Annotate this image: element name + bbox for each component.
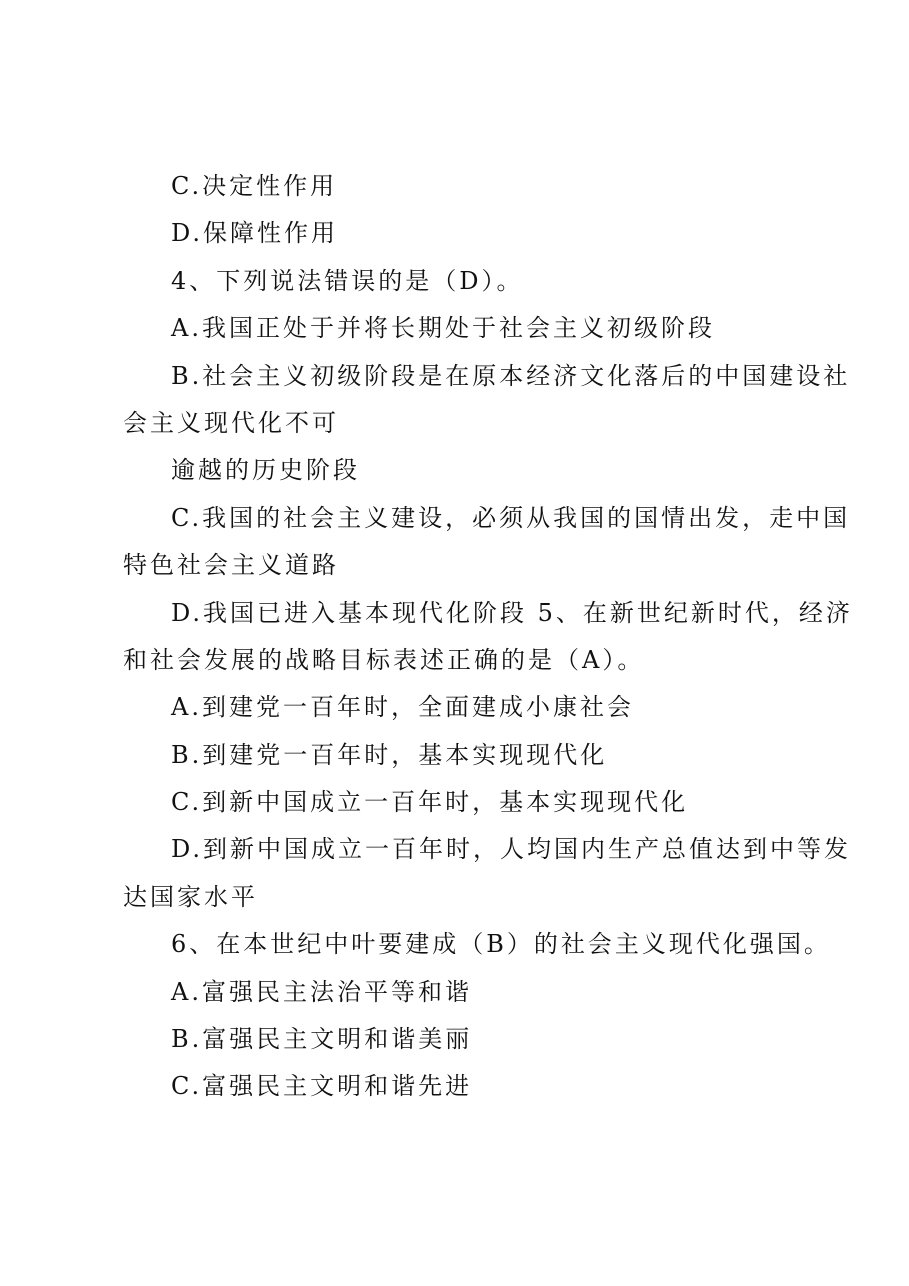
option-d-q5: D.到新中国成立一百年时，人均国内生产总值达到中等发 [171, 835, 852, 864]
option-d-q3: D.保障性作用 [171, 219, 339, 248]
option-c-q6: C.富强民主文明和谐先进 [171, 1072, 473, 1101]
option-d-q5-continued: 达国家水平 [123, 882, 258, 911]
question-5-continued: 和社会发展的战略目标表述正确的是（A）。 [123, 645, 645, 674]
option-c-q5: C.到新中国成立一百年时，基本实现现代化 [171, 788, 689, 817]
option-a-q6: A.富强民主法治平等和谐 [171, 977, 472, 1006]
option-b-q5: B.到建党一百年时，基本实现现代化 [171, 740, 608, 769]
option-d-q4-and-question-5: D.我国已进入基本现代化阶段 5、在新世纪新时代，经济 [171, 598, 853, 627]
option-a-q4: A.我国正处于并将长期处于社会主义初级阶段 [171, 314, 715, 343]
option-b-q4-continued: 会主义现代化不可 [123, 408, 339, 437]
document-body [123, 163, 853, 1111]
option-c-q4: C.我国的社会主义建设，必须从我国的国情出发，走中国 [171, 503, 851, 532]
question-4: 4、下列说法错误的是（D）。 [171, 266, 524, 295]
option-a-q5: A.到建党一百年时，全面建成小康社会 [171, 693, 634, 722]
option-c-q3: C.决定性作用 [171, 172, 338, 200]
question-6: 6、在本世纪中叶要建成（B）的社会主义现代化强国。 [171, 930, 831, 959]
option-b-q6: B.富强民主文明和谐美丽 [171, 1025, 473, 1054]
option-b-q4: B.社会主义初级阶段是在原本经济文化落后的中国建设社 [171, 361, 851, 390]
option-b-q4-continued-2: 逾越的历史阶段 [171, 456, 360, 485]
option-c-q4-continued: 特色社会主义道路 [123, 551, 339, 580]
